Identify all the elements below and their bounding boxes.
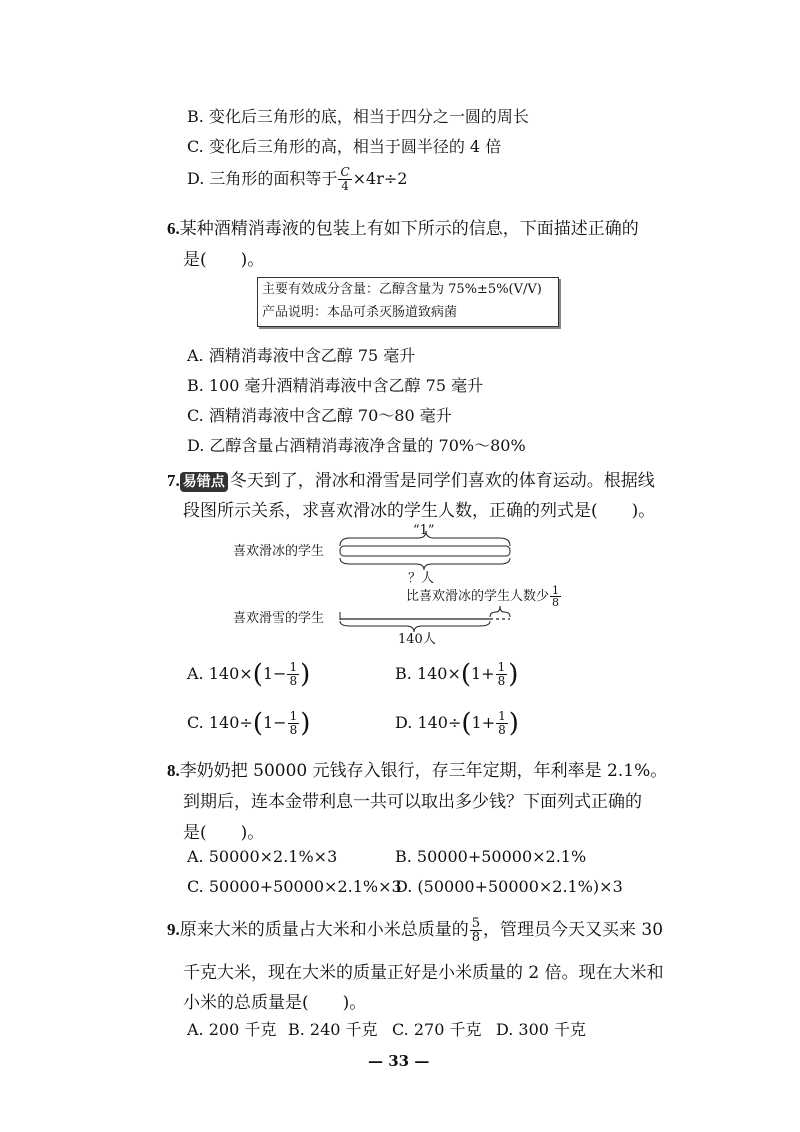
q5-option-b: B. 变化后三角形的底，相当于四分之一圆的周长 [187, 107, 529, 126]
q7-one-label: “1” [413, 523, 435, 538]
q9-option-d: D. 300 千克 [496, 1020, 587, 1039]
q5-option-d-fraction: $\frac{C}{4}$ [340, 165, 350, 193]
q8-stem-line3: 是( )。 [183, 823, 265, 843]
q6-info-line2: 产品说明：本品可杀灭肠道致病菌 [262, 305, 458, 320]
q7-ski-brace [340, 621, 490, 632]
q6-option-b: B. 100 毫升酒精消毒液中含乙醇 75 毫升 [187, 376, 484, 395]
q9-number: 9. [167, 920, 180, 939]
q9-option-c: C. 270 千克 [392, 1020, 482, 1039]
q7-top-brace [340, 531, 510, 546]
q5-option-d-suffix: ×4r÷2 [352, 169, 408, 188]
q6-stem-line1: 6.某种酒精消毒液的包装上有如下所示的信息，下面描述正确的 [167, 219, 639, 239]
q9-stem-line1: 9.原来大米的质量占大米和小米总质量的 $\frac{5}{8}$ ，管理员今天又买来 30 [167, 916, 664, 945]
q6-option-c: C. 酒精消毒液中含乙醇 70～80 毫升 [187, 406, 452, 425]
q9-option-b: B. 240 千克 [288, 1020, 378, 1039]
q7-option-d: D. 140÷(1+ $\frac{1}{8}$ ) [395, 708, 519, 739]
q7-remainder-brace [490, 606, 510, 617]
q7-skate-label: 喜欢滑冰的学生 [233, 544, 325, 559]
q8-stem-line1: 8.李奶奶把 50000 元钱存入银行，存三年定期，年利率是 2.1%。 [167, 761, 668, 781]
q6-stem-line2: 是( )。 [183, 250, 265, 270]
q8-number: 8. [167, 761, 180, 780]
q6-option-d: D. 乙醇含量占酒精消毒液净含量的 70%～80% [187, 436, 526, 455]
q8-option-a: A. 50000×2.1%×3 [187, 847, 338, 866]
q7-option-a: A. 140×(1− $\frac{1}{8}$ ) [187, 659, 311, 690]
q8-stem-line2: 到期后，连本金带利息一共可以取出多少钱？下面列式正确的 [183, 792, 642, 812]
q6-number: 6. [167, 219, 180, 238]
q9-option-a: A. 200 千克 [187, 1020, 277, 1039]
q7-compare-label: 比喜欢滑冰的学生人数少 $\frac{1}{8}$ [406, 584, 560, 609]
q5-option-d-prefix: D. 三角形的面积等于 [187, 169, 338, 188]
q7-ski-count: 140人 [398, 632, 436, 647]
q6-info-line1: 主要有效成分含量：乙醇含量为 75%±5%(V/V) [262, 282, 542, 297]
q7-option-b: B. 140×(1+ $\frac{1}{8}$ ) [395, 659, 519, 690]
q7-number: 7. [167, 471, 180, 490]
q7-bottom-brace [340, 558, 510, 570]
q7-unknown-label: ？人 [408, 571, 435, 586]
q8-option-c: C. 50000+50000×2.1%×3 [187, 877, 402, 896]
q9-stem-line3: 小米的总质量是( )。 [183, 993, 367, 1013]
q8-option-b: B. 50000+50000×2.1% [395, 847, 587, 866]
q9-stem-line2: 千克大米，现在大米的质量正好是小米质量的 2 倍。现在大米和 [183, 963, 664, 983]
q5-option-c: C. 变化后三角形的高，相当于圆半径的 4 倍 [187, 137, 502, 156]
q7-skate-segment [340, 546, 510, 556]
q7-error-prone-tag: 易错点 [180, 472, 228, 492]
q7-ski-label: 喜欢滑雪的学生 [233, 611, 325, 626]
q7-stem-line2: 段图所示关系，求喜欢滑冰的学生人数，正确的列式是( )。 [183, 501, 656, 521]
q8-option-d: D. (50000+50000×2.1%)×3 [395, 877, 623, 896]
q6-option-a: A. 酒精消毒液中含乙醇 75 毫升 [187, 346, 416, 365]
page-number: — 33 — [368, 1052, 430, 1070]
q7-stem-line1: 7. 易错点 冬天到了，滑冰和滑雪是同学们喜欢的体育运动。根据线 [167, 471, 655, 491]
q7-option-c: C. 140÷(1− $\frac{1}{8}$ ) [187, 708, 311, 739]
